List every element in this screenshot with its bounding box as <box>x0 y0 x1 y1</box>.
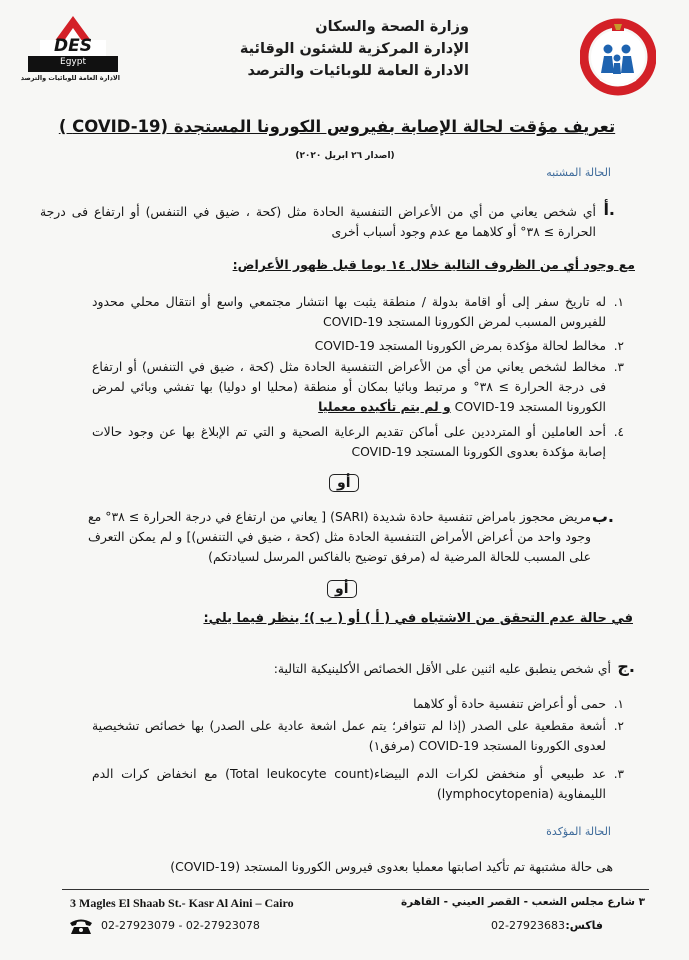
clause-b-marker: ب. <box>591 507 614 526</box>
condition-text: له تاريخ سفر إلى أو اقامة بدولة / منطقة يثبت بها انتشار مجتمعي واسع أو انتقال محلي محدود للفيروس المسبب لمرض الكورونا المستجد COVID-19 <box>92 294 606 329</box>
condition-item-4 <box>92 422 624 462</box>
footer-phones: 02-27923079 - 02-27923078 <box>101 919 260 932</box>
footer-divider <box>62 889 649 890</box>
clinical-item-3 <box>92 764 624 804</box>
confirmed-case-heading: الحالة المؤكدة <box>546 825 611 838</box>
conditions-heading: مع وجود أي من الظروف التالية خلال ١٤ يوما قبل ظهور الأعراض: <box>232 257 635 272</box>
central-administration-name: الإدارة المركزية للشئون الوقائية <box>239 41 469 57</box>
footer-fax-label: فاكس: <box>565 919 603 932</box>
exclusion-heading: في حالة عدم التحقق من الاشتباه في ( أ ) أو ( ب )؛ ينظر فيما يلي: <box>203 611 633 626</box>
not-lab-confirmed-note: و لم يتم تأكيده معمليا <box>318 399 451 414</box>
phone-icon <box>68 917 94 935</box>
or-separator-1: أو <box>329 474 359 492</box>
clinical-text: عد طبيعي أو منخفض لكرات الدم البيضاء(Total leukocyte count) مع انخفاض كرات الدم الليمفاوية (lymphocytopenia) <box>92 766 606 801</box>
des-logo-text: DES <box>54 36 92 56</box>
general-administration-name: الادارة العامة للوبائيات والترصد <box>247 63 469 79</box>
item-number: ١. <box>613 697 624 711</box>
item-number: ٣. <box>613 767 624 781</box>
condition-text: مخالط لشخص يعاني من أي من الأعراض التنفسية الحادة مثل (كحة ، ضيق في التنفس) أو ارتفاع فى درجة الحرارة ≥ ٣٨° و مرتبط وبائيا بمكان أو منطقة (محليا او دوليا) بها تفشي وبائي لمرض الكورونا المستجد COVID-19 <box>92 359 606 414</box>
suspected-case-heading: الحالة المشتبه <box>546 166 611 179</box>
clinical-text: حمى أو أعراض تنفسية حادة أو كلاهما <box>413 696 606 711</box>
document-title: تعريف مؤقت لحالة الإصابة بفيروس الكورونا المستجدة (COVID-19 ) <box>58 117 616 136</box>
item-number: ٣. <box>613 360 624 374</box>
condition-item-2 <box>92 336 624 356</box>
item-number: ١. <box>613 295 624 309</box>
item-number: ٢. <box>613 719 624 733</box>
clinical-item-1 <box>92 694 624 714</box>
item-number: ٤. <box>613 425 624 439</box>
issue-date: (اصدار ٢٦ ابريل ٢٠٢٠) <box>295 151 395 161</box>
clinical-item-2 <box>92 716 624 756</box>
footer-fax-number: 02-27923683 <box>491 919 565 932</box>
clause-a-marker: أ. <box>603 200 615 219</box>
clinical-text: أشعة مقطعية على الصدر (إذا لم تتوافر؛ يتم عمل اشعة عادية على الصدر) بها خصائص تشخيصية لعدوى الكورونا المستجد COVID-19 (مرفق١) <box>92 718 606 753</box>
clause-a-text: أي شخص يعاني من أي من الأعراض التنفسية الحادة مثل (كحة ، ضيق في التنفس) أو ارتفاع فى درجة الحرارة ≥ ٣٨° أو كلاهما مع عدم وجود أسباب أخرى <box>40 204 596 239</box>
clause-c-text: أي شخص ينطبق عليه اثنين على الأقل الخصائص الأكلينيكية التالية: <box>273 661 611 676</box>
confirmed-case-text: هى حالة مشتبهة تم تأكيد اصابتها معمليا بعدوى فيروس الكورونا المستجد (COVID-19) <box>170 859 613 874</box>
des-logo-sub: Egypt <box>60 57 86 67</box>
condition-item-1 <box>92 292 624 332</box>
clause-b-text: مريض محجوز بامراض تنفسية حادة شديدة (SARI) [ يعاني من ارتفاع في درجة الحرارة ≥ ٣٨° مع وجود واحد من أعراض الأمراض التنفسية الحادة مثل (كحة ، ضيق في التنفس)] و لم يمكن التعرف على المسبب للحالة المرضية له (مرفق توضيح بالفاكس المرسل لسيادتكم) <box>88 509 591 564</box>
condition-text: مخالط لحالة مؤكدة بمرض الكورونا المستجد COVID-19 <box>314 338 606 353</box>
or-separator-2: أو <box>327 580 357 598</box>
footer-address-ar: ٣ شارع مجلس الشعب - القصر العيني - القاهرة <box>400 896 645 908</box>
footer-address-en: 3 Magles El Shaab St.- Kasr Al Aini – Cairo <box>70 896 294 910</box>
ministry-name: وزارة الصحة والسكان <box>315 19 469 35</box>
condition-text: أحد العاملين أو المترددين على أماكن تقديم الرعاية الصحية و التي تم الإبلاغ بها عن وجود حالات إصابة مؤكدة بعدوى الكورونا المستجد COVID-19 <box>92 424 606 459</box>
condition-item-3 <box>92 357 624 417</box>
clause-c-marker: ج. <box>617 657 635 676</box>
des-logo-caption: الادارة العامة للوبائيات والترصد <box>20 74 120 82</box>
ministry-of-health-logo <box>580 18 656 96</box>
des-logo <box>20 14 120 92</box>
item-number: ٢. <box>613 339 624 353</box>
